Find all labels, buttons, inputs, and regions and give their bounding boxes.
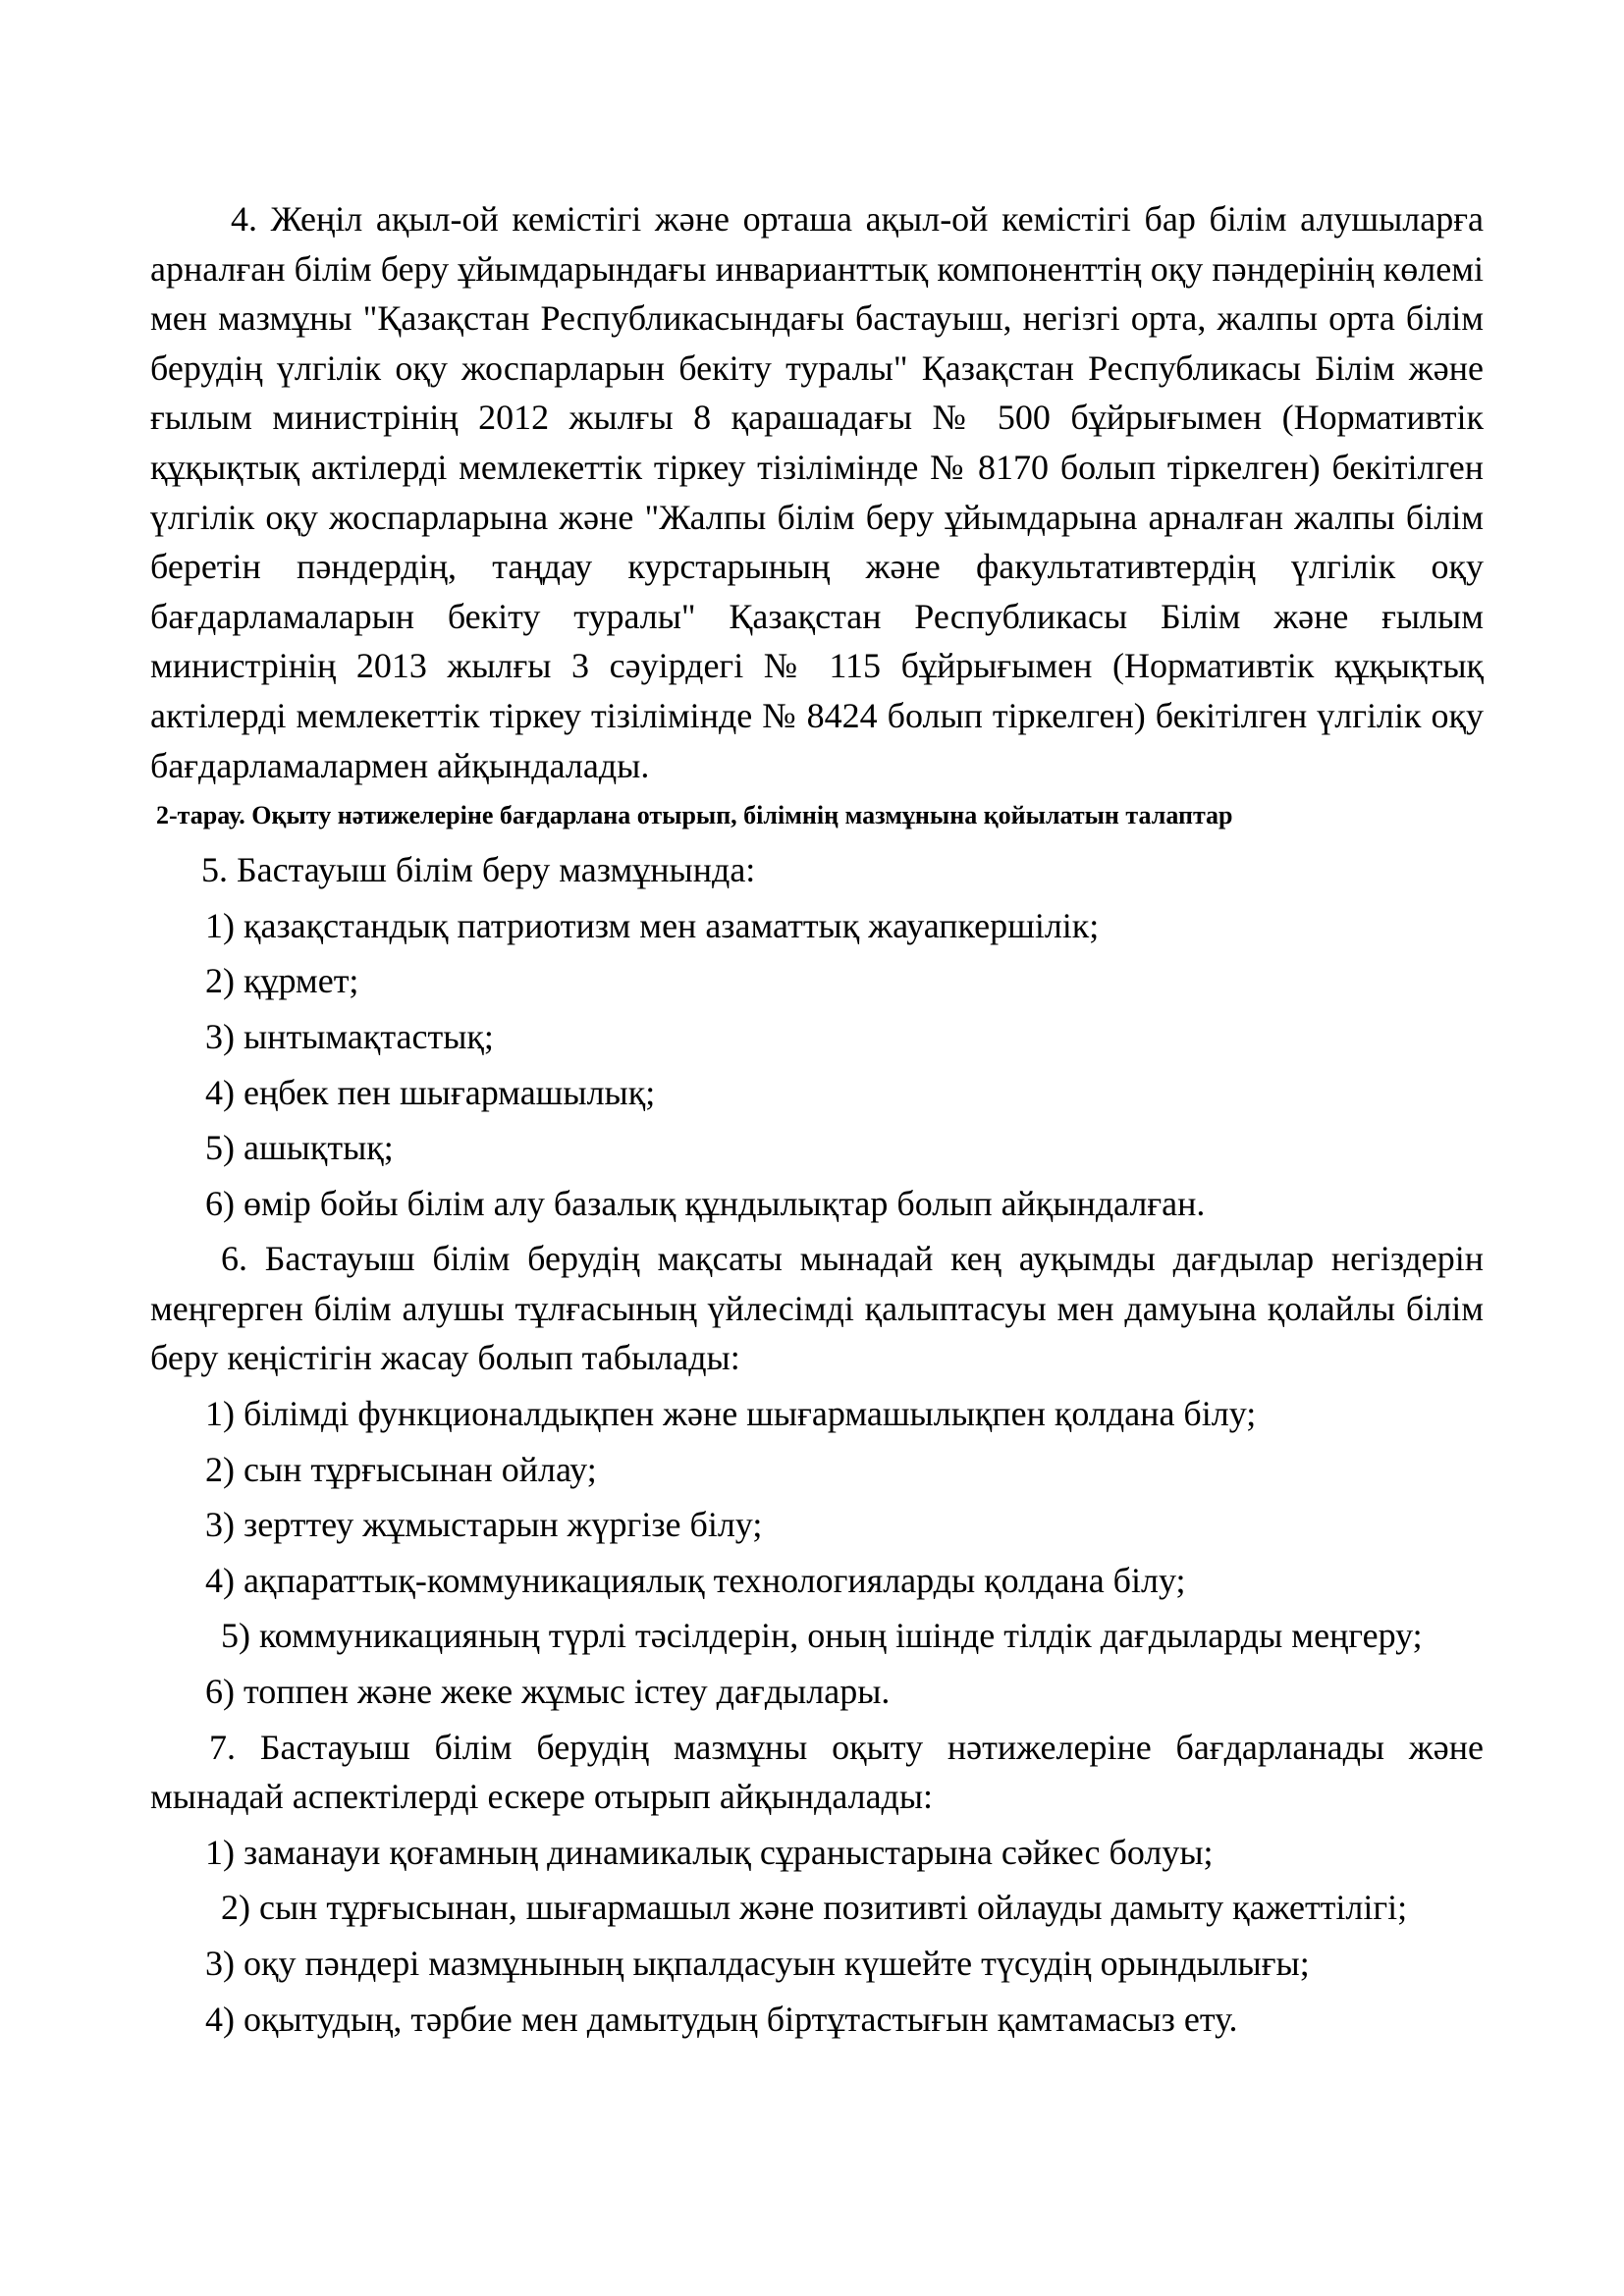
list-item: 4) еңбек пен шығармашылық; bbox=[205, 1072, 656, 1112]
list-item: 1) қазақстандық патриотизм мен азаматтық жауапкершілік; bbox=[205, 905, 1100, 945]
list-item: 2) құрмет; bbox=[205, 961, 359, 1001]
list-item: 3) оқу пәндері мазмұнының ықпалдасуын күшейте түсудің орындылығы; bbox=[205, 1944, 1310, 1983]
list-item: 1) заманауи қоғамның динамикалық сұраныстарына сәйкес болуы; bbox=[205, 1832, 1214, 1872]
list-item: 4) ақпараттық-коммуникациялық технологияларды қолдана білу; bbox=[205, 1560, 1186, 1600]
list-item: 2) сын тұрғысынан ойлау; bbox=[205, 1449, 597, 1489]
list-item: 4) оқытудың, тәрбие мен дамытудың біртұтастығын қамтамасыз ету. bbox=[205, 1999, 1238, 2039]
list-item: 6) өмір бойы білім алу базалық құндылықтар болып айқындалған. bbox=[205, 1183, 1206, 1223]
document-body bbox=[150, 194, 1484, 2044]
paragraph-6: 6. Бастауыш білім берудің мақсаты мынадай кең ауқымды дағдылар негіздерін меңгерген білім алушы тұлғасының үйлесімді қалыптасуы мен дамуына қолайлы білім беру кеңістігін жасау болып табылады: bbox=[150, 1239, 1484, 1378]
list-item: 2) сын тұрғысынан, шығармашыл және позитивті ойлауды дамыту қажеттілігі; bbox=[221, 1888, 1408, 1928]
list-item: 5) ашықтық; bbox=[205, 1128, 394, 1168]
list-item: 1) білімді функционалдықпен және шығармашылықпен қолдана білу; bbox=[205, 1394, 1257, 1434]
paragraph-4: 4. Жеңіл ақыл-ой кемістігі және орташа ақыл-ой кемістігі бар білім алушыларға арналған білім беру ұйымдарындағы инварианттық компоненттің оқу пәндерінің көлемі мен мазмұны "Қазақстан Республикасындағы бастауыш, негізгі орта, жалпы орта білім берудің үлгілік оқу жоспарларын бекіту туралы" Қазақстан Республикасы Білім және ғылым министрінің 2012 жылғы 8 қарашадағы № 500 бұйрығымен (Нормативтік құқықтық актілерді мемлекеттік тіркеу тізілімінде № 8170 болып тіркелген) бекітілген үлгілік оқу жоспарларына және "Жалпы білім беру ұйымдарына арналған жалпы білім беретін пәндердің, таңдау курстарының және факультативтердің үлгілік оқу бағдарламаларын бекіту туралы" Қазақстан Республикасы Білім және ғылым министрінің 2013 жылғы 3 сәуірдегі № 115 бұйрығымен (Нормативтік құқықтық актілерді мемлекеттік тіркеу тізілімінде № 8424 болып тіркелген) бекітілген үлгілік оқу бағдарламалармен айқындалады. bbox=[150, 199, 1484, 785]
list-item: 5) коммуникацияның түрлі тәсілдерін, оның ішінде тілдік дағдыларды меңгеру; bbox=[221, 1616, 1423, 1656]
paragraph-7: 7. Бастауыш білім берудің мазмұны оқыту нәтижелеріне бағдарланады және мынадай аспектілерді ескере отырып айқындалады: bbox=[150, 1727, 1484, 1817]
list-item: 3) зерттеу жұмыстарын жүргізе білу; bbox=[205, 1505, 763, 1545]
list-item: 6) топпен және жеке жұмыс істеу дағдылары. bbox=[205, 1672, 891, 1712]
chapter-heading: 2-тарау. Оқыту нәтижелеріне бағдарлана отырып, білімнің мазмұнына қойылатын талаптар bbox=[156, 801, 1233, 830]
list-item: 3) ынтымақтастық; bbox=[205, 1016, 494, 1056]
paragraph-5: 5. Бастауыш білім беру мазмұнында: bbox=[201, 850, 756, 890]
